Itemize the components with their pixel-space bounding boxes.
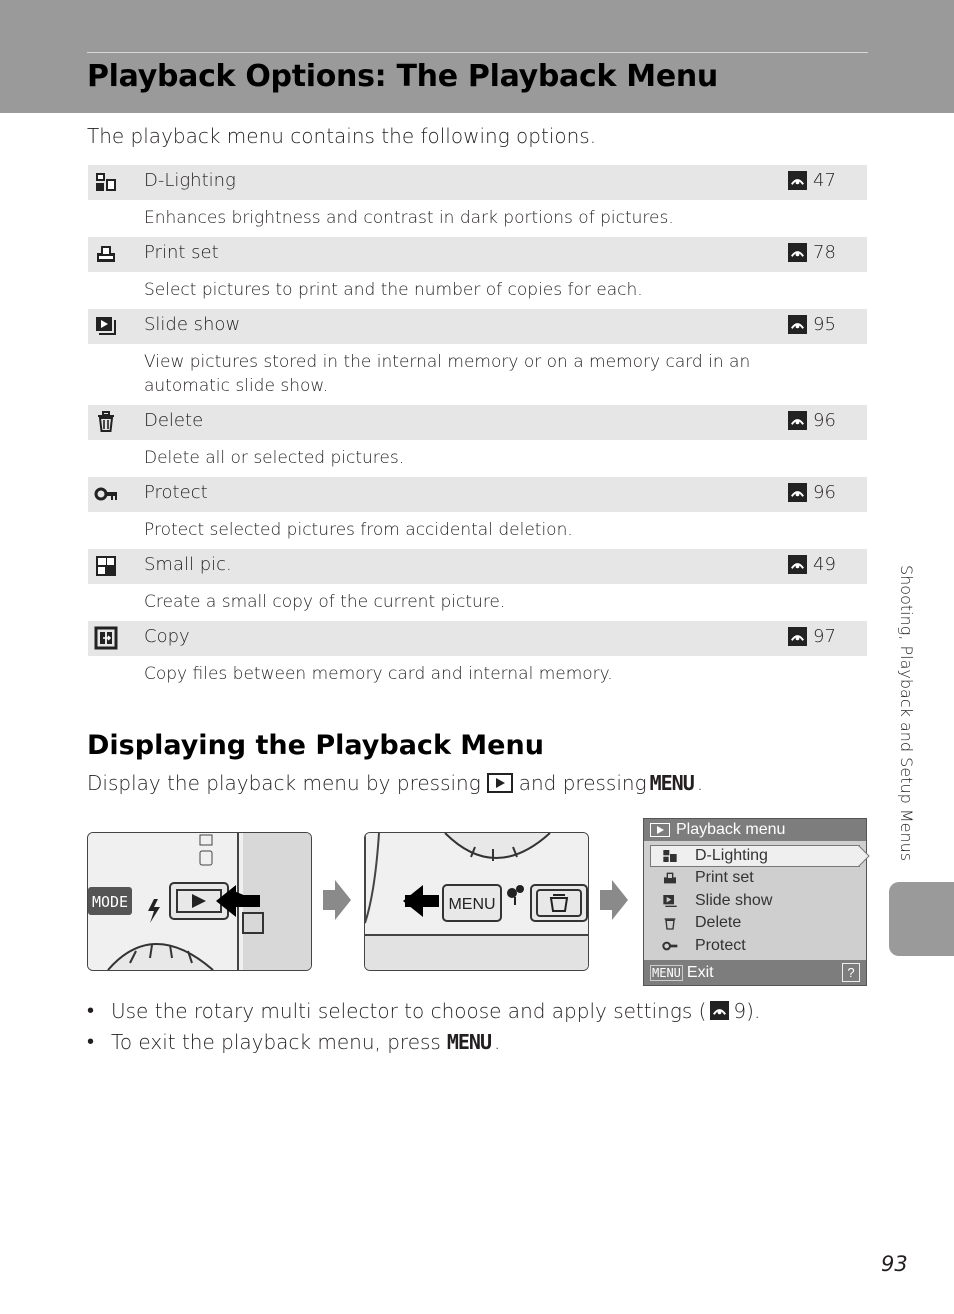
option-name: Delete xyxy=(144,410,204,431)
option-row-print-set xyxy=(88,237,867,272)
option-ref: 96 xyxy=(788,410,836,431)
header-band xyxy=(0,0,954,113)
print-set-icon xyxy=(94,242,118,266)
option-name: Copy xyxy=(144,626,190,647)
page-title: Playback Options: The Playback Menu xyxy=(87,59,718,94)
help-icon[interactable]: ? xyxy=(842,963,860,982)
d-lighting-icon xyxy=(661,848,679,864)
option-desc: Create a small copy of the current picture. xyxy=(144,592,506,612)
option-ref: 78 xyxy=(788,242,836,263)
protect-key-icon xyxy=(94,482,118,506)
option-row-protect xyxy=(88,477,867,512)
menu-button-label: MENU xyxy=(649,771,694,795)
camera-playback-button-figure xyxy=(87,832,312,971)
option-ref: 95 xyxy=(788,314,836,335)
option-row-copy xyxy=(88,621,867,656)
lcd-playback-menu xyxy=(643,818,867,986)
camera-back-illustration xyxy=(88,833,311,970)
flow-arrow-icon xyxy=(598,878,630,922)
option-ref: 47 xyxy=(788,170,836,191)
option-ref: 96 xyxy=(788,482,836,503)
bullet-item: • Use the rotary multi selector to choose and apply settings ( 9 ). xyxy=(87,998,761,1023)
print-set-icon xyxy=(661,870,679,886)
option-name: Print set xyxy=(144,242,219,263)
header-rule xyxy=(87,52,868,53)
side-tab xyxy=(889,882,954,956)
option-row-d-lighting xyxy=(88,165,867,200)
lcd-title-bar: Playback menu xyxy=(644,819,866,841)
page-ref-icon xyxy=(788,483,807,502)
d-lighting-icon xyxy=(94,170,118,194)
option-ref: 49 xyxy=(788,554,836,575)
option-name: Small pic. xyxy=(144,554,232,575)
page-ref-icon xyxy=(788,555,807,574)
selection-pointer-icon xyxy=(858,845,870,867)
slide-show-icon xyxy=(94,314,118,338)
page-ref-icon xyxy=(710,1001,729,1020)
option-desc: Protect selected pictures from accidental deletion. xyxy=(144,520,573,540)
page-ref-icon xyxy=(788,627,807,646)
playback-button-icon xyxy=(487,773,513,793)
protect-key-icon xyxy=(661,938,679,954)
option-desc: Copy files between memory card and internal memory. xyxy=(144,664,613,684)
option-row-slide-show xyxy=(88,309,867,344)
playback-mode-icon xyxy=(650,823,670,837)
option-desc: View pictures stored in the internal memory or on a memory card in an automatic slide show. xyxy=(144,352,751,396)
camera-menu-illustration xyxy=(365,833,588,970)
copy-icon xyxy=(94,626,118,650)
option-desc: Enhances brightness and contrast in dark portions of pictures. xyxy=(144,208,674,228)
option-name: Slide show xyxy=(144,314,241,335)
option-row-delete xyxy=(88,405,867,440)
option-ref: 97 xyxy=(788,626,836,647)
bullet-item: • To exit the playback menu, press MENU . xyxy=(87,1029,501,1054)
intro-text: The playback menu contains the following options. xyxy=(87,124,597,148)
lcd-item-slide-show[interactable]: Slide show xyxy=(644,890,866,913)
lcd-item-delete[interactable]: Delete xyxy=(644,912,866,935)
bullet-list xyxy=(87,995,760,1057)
option-name: Protect xyxy=(144,482,208,503)
page-ref-icon xyxy=(788,315,807,334)
menu-button-label: MENU xyxy=(448,896,496,913)
mode-button-label: MODE xyxy=(91,893,129,911)
page-ref-icon xyxy=(788,411,807,430)
lcd-item-protect[interactable]: Protect xyxy=(644,935,866,958)
page-number: 93 xyxy=(881,1252,908,1276)
menu-button-label: MENU xyxy=(446,1029,492,1054)
option-desc: Select pictures to print and the number of copies for each. xyxy=(144,280,643,300)
display-instruction: Display the playback menu by pressing and pressing MENU . xyxy=(87,771,704,795)
option-desc: Delete all or selected pictures. xyxy=(144,448,405,468)
camera-menu-button-figure xyxy=(364,832,589,971)
slide-show-icon xyxy=(661,893,679,909)
side-section-label: Shooting, Playback and Setup Menus xyxy=(897,565,916,862)
lcd-item-d-lighting[interactable]: D-Lighting xyxy=(650,845,860,867)
section-title: Displaying the Playback Menu xyxy=(87,730,544,761)
menu-key-icon: MENU xyxy=(652,965,681,980)
exit-label[interactable]: Exit xyxy=(686,963,714,981)
page-ref-icon xyxy=(788,171,807,190)
option-name: D-Lighting xyxy=(144,170,236,191)
options-table xyxy=(88,165,867,693)
lcd-footer xyxy=(644,960,866,985)
option-row-small-pic xyxy=(88,549,867,584)
delete-icon xyxy=(94,410,118,434)
page-ref-icon xyxy=(788,243,807,262)
flow-arrow-icon xyxy=(321,878,353,922)
delete-icon xyxy=(661,915,679,931)
lcd-item-print-set[interactable]: Print set xyxy=(644,867,866,890)
small-pic-icon xyxy=(94,554,118,578)
